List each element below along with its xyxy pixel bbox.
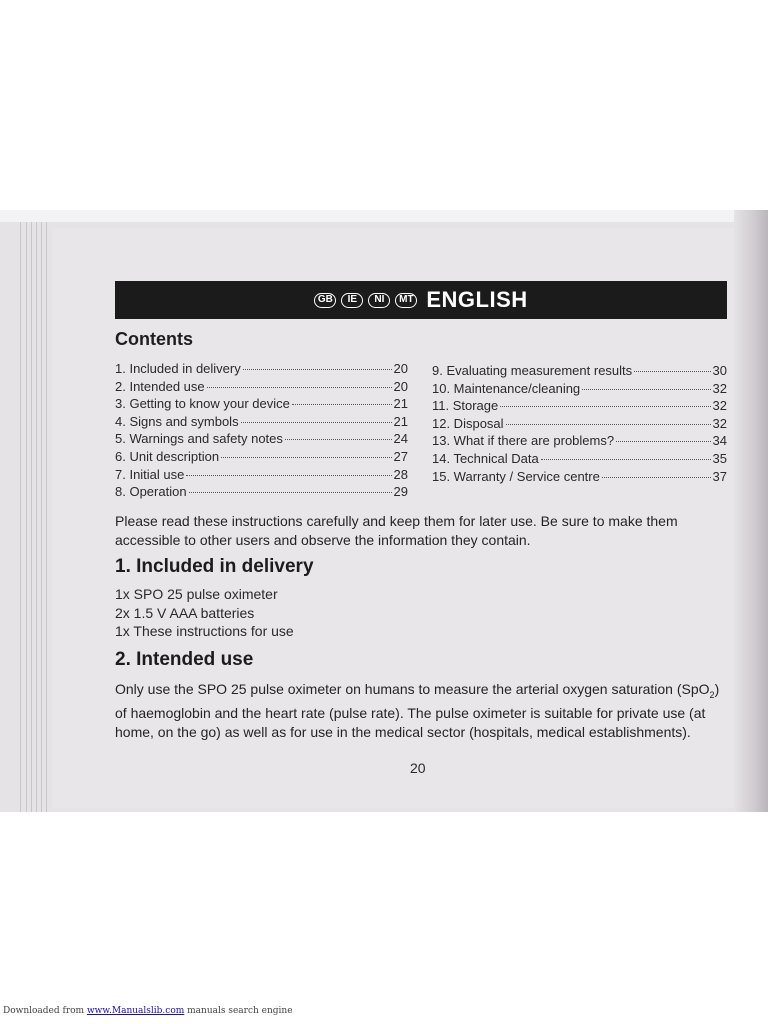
- country-badge: IE: [341, 293, 363, 308]
- toc-leader: [602, 477, 711, 478]
- toc-page: 24: [393, 431, 408, 447]
- toc-entry: [432, 397, 727, 415]
- toc-leader: [241, 422, 392, 423]
- toc-label: 12. Disposal: [432, 415, 504, 431]
- toc-label: 6. Unit description: [115, 448, 220, 464]
- toc-entry: [432, 380, 727, 398]
- footer-prefix: Downloaded from: [3, 1006, 87, 1016]
- delivery-list: [115, 585, 294, 641]
- spo2-subscript: 2: [709, 689, 715, 700]
- toc-leader: [616, 441, 710, 442]
- delivery-item: 1x SPO 25 pulse oximeter: [115, 586, 278, 602]
- toc-page: 35: [712, 450, 727, 466]
- toc-label: 3. Getting to know your device: [115, 396, 290, 412]
- toc-label: 8. Operation: [115, 484, 187, 500]
- book-spine-shadow: [734, 210, 768, 812]
- intro-paragraph: Please read these instructions carefully and keep them for later use. Be sure to make them accessible to other users and observe the information they contain.: [115, 513, 678, 548]
- toc-entry: [432, 362, 727, 380]
- toc-entry: [115, 483, 408, 501]
- page-edge-line: [20, 222, 21, 812]
- toc-page: 20: [393, 378, 408, 394]
- toc-page: 30: [712, 363, 727, 378]
- scan-top-edge: [0, 210, 768, 222]
- toc-entry: [432, 432, 727, 450]
- download-footer: [3, 1006, 293, 1016]
- country-badge: NI: [368, 293, 390, 308]
- toc-leader: [500, 406, 710, 407]
- toc-page: 21: [393, 413, 408, 429]
- page-edge-line: [46, 222, 47, 812]
- toc-left-column: [115, 360, 408, 501]
- section-heading-included-in-delivery: 1. Included in delivery: [115, 556, 314, 577]
- toc-page: 29: [393, 484, 408, 500]
- toc-label: 4. Signs and symbols: [115, 413, 239, 429]
- toc-label: 9. Evaluating measurement results: [432, 363, 633, 378]
- delivery-item: 2x 1.5 V AAA batteries: [115, 604, 255, 621]
- page-edge-line: [41, 222, 42, 812]
- toc-right-column: [432, 362, 727, 485]
- toc-label: 5. Warnings and safety notes: [115, 431, 283, 447]
- toc-entry: [115, 360, 408, 378]
- toc-label: 14. Technical Data: [432, 450, 539, 466]
- toc-leader: [582, 389, 710, 390]
- country-badge: MT: [395, 293, 417, 308]
- toc-entry: [115, 430, 408, 448]
- toc-page: 32: [712, 398, 727, 414]
- toc-label: 10. Maintenance/cleaning: [432, 380, 581, 396]
- contents-heading: Contents: [115, 329, 193, 349]
- toc-label: 2. Intended use: [115, 378, 205, 394]
- toc-page: 37: [712, 468, 727, 484]
- toc-leader: [292, 404, 392, 405]
- page-edge-line: [31, 222, 32, 812]
- toc-entry: [432, 415, 727, 433]
- toc-leader: [186, 475, 391, 476]
- page-number: 20: [410, 760, 426, 776]
- toc-leader: [506, 424, 711, 425]
- toc-page: 28: [393, 466, 408, 482]
- toc-entry: [115, 378, 408, 396]
- toc-page: 20: [393, 361, 408, 376]
- toc-leader: [634, 371, 710, 372]
- intended-use-paragraph: [115, 680, 730, 741]
- scanned-page: [0, 210, 768, 812]
- toc-page: 32: [712, 380, 727, 396]
- toc-entry: [115, 448, 408, 466]
- intended-use-text: Only use the SPO 25 pulse oximeter on humans to measure the arterial oxygen saturation (SpO: [115, 681, 710, 697]
- page-edge-line: [26, 222, 27, 812]
- language-title: ENGLISH: [426, 287, 528, 312]
- toc-leader: [285, 439, 392, 440]
- toc-leader: [541, 459, 711, 460]
- page-edge-line: [36, 222, 37, 812]
- intended-use-text-continued: ) of haemoglobin and the heart rate (pulse rate). The pulse oximeter is suitable for private use (at home, on the go) as well as for use in the medical sector (hospitals, medical establishments).: [115, 681, 720, 740]
- toc-leader: [207, 387, 392, 388]
- section-heading-intended-use: 2. Intended use: [115, 649, 254, 670]
- delivery-item: 1x These instructions for use: [115, 623, 294, 639]
- toc-leader: [243, 369, 392, 370]
- toc-label: 11. Storage: [432, 398, 499, 414]
- toc-page: 21: [393, 396, 408, 412]
- toc-page: 34: [712, 433, 727, 449]
- toc-entry: [115, 395, 408, 413]
- country-badge: GB: [314, 293, 336, 308]
- toc-entry: [432, 450, 727, 468]
- toc-leader: [189, 492, 392, 493]
- toc-label: 7. Initial use: [115, 466, 185, 482]
- toc-label: 1. Included in delivery: [115, 361, 241, 376]
- language-header: [115, 281, 727, 319]
- manualslib-link[interactable]: www.Manualslib.com: [86, 1006, 185, 1016]
- toc-page: 27: [393, 448, 408, 464]
- toc-entry: [115, 466, 408, 484]
- toc-label: 15. Warranty / Service centre: [432, 468, 600, 484]
- toc-label: 13. What if there are problems?: [432, 433, 615, 449]
- toc-leader: [221, 457, 391, 458]
- toc-entry: [432, 468, 727, 486]
- footer-suffix: manuals search engine: [184, 1006, 293, 1016]
- toc-page: 32: [712, 415, 727, 431]
- toc-entry: [115, 413, 408, 431]
